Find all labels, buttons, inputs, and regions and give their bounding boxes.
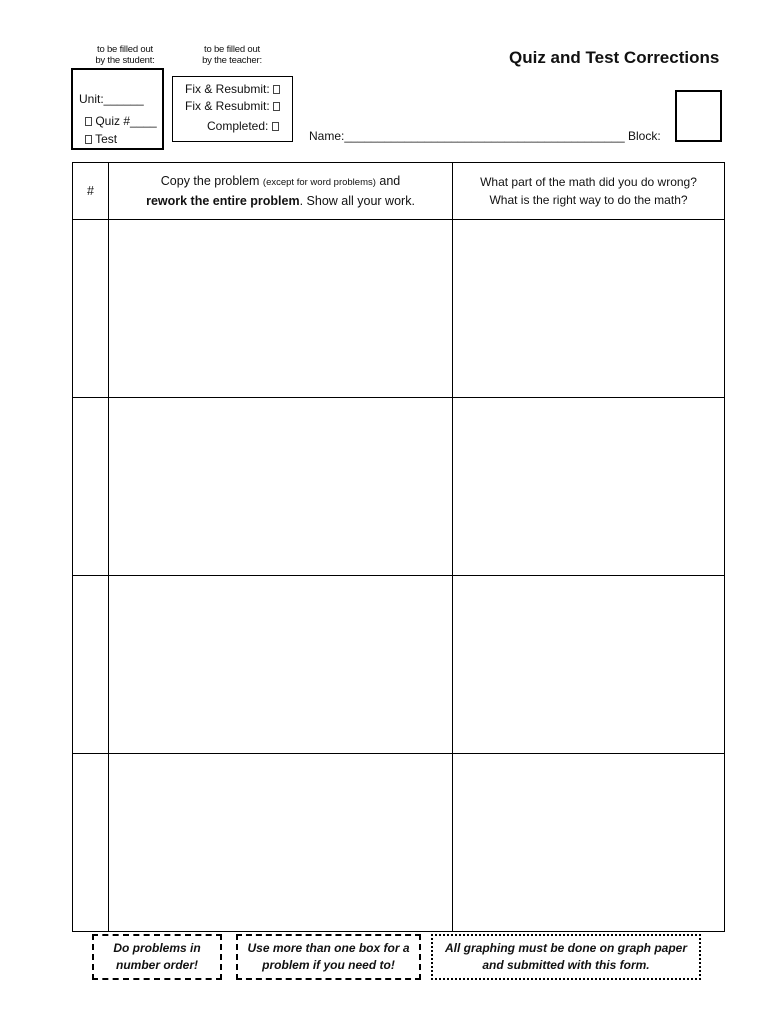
student-fill-note: to be filled out by the student: [95,44,155,66]
table-row [73,220,725,398]
teacher-fill-note: to be filled out by the teacher: [202,44,262,66]
test-option[interactable]: Test [85,132,117,146]
teacher-info-box [172,76,293,142]
number-header: # [73,163,109,220]
problem-cell[interactable] [109,220,453,398]
number-cell[interactable] [73,576,109,754]
explanation-header: What part of the math did you do wrong? What is the right way to do the math? [453,163,725,220]
number-cell[interactable] [73,220,109,398]
table-row [73,398,725,576]
problem-cell[interactable] [109,576,453,754]
quiz-checkbox-icon[interactable] [85,117,92,126]
fix-resubmit-1[interactable]: Fix & Resubmit: [185,82,280,96]
order-note: Do problems in number order! [92,934,222,980]
multiple-box-note: Use more than one box for a problem if you need to! [236,934,421,980]
problem-cell[interactable] [109,398,453,576]
completed-checkbox-icon[interactable] [272,122,279,131]
problem-header: Copy the problem (except for word problems) and rework the entire problem. Show all your work. [109,163,453,220]
explanation-cell[interactable] [453,576,725,754]
name-block-row [309,129,661,143]
explanation-cell[interactable] [453,754,725,932]
table-row [73,754,725,932]
student-info-box [71,68,164,150]
page-title: Quiz and Test Corrections [509,48,720,67]
block-label: Block: [628,129,661,143]
explanation-cell[interactable] [453,220,725,398]
explanation-cell[interactable] [453,398,725,576]
fix-resubmit-1-checkbox-icon[interactable] [273,85,280,94]
fix-resubmit-2-checkbox-icon[interactable] [273,102,280,111]
number-cell[interactable] [73,754,109,932]
completed[interactable]: Completed: [207,119,279,133]
number-cell[interactable] [73,398,109,576]
graphing-note: All graphing must be done on graph paper and submitted with this form. [431,934,701,980]
quiz-option[interactable]: Quiz #____ [85,114,157,128]
table-row [73,576,725,754]
test-checkbox-icon[interactable] [85,135,92,144]
block-field[interactable] [675,90,722,142]
name-field[interactable]: Name:__________________________________________ [309,129,625,143]
corrections-table [72,162,725,932]
fix-resubmit-2[interactable]: Fix & Resubmit: [185,99,280,113]
unit-field[interactable]: Unit:______ [79,92,144,106]
table-header-row [73,163,725,220]
problem-cell[interactable] [109,754,453,932]
